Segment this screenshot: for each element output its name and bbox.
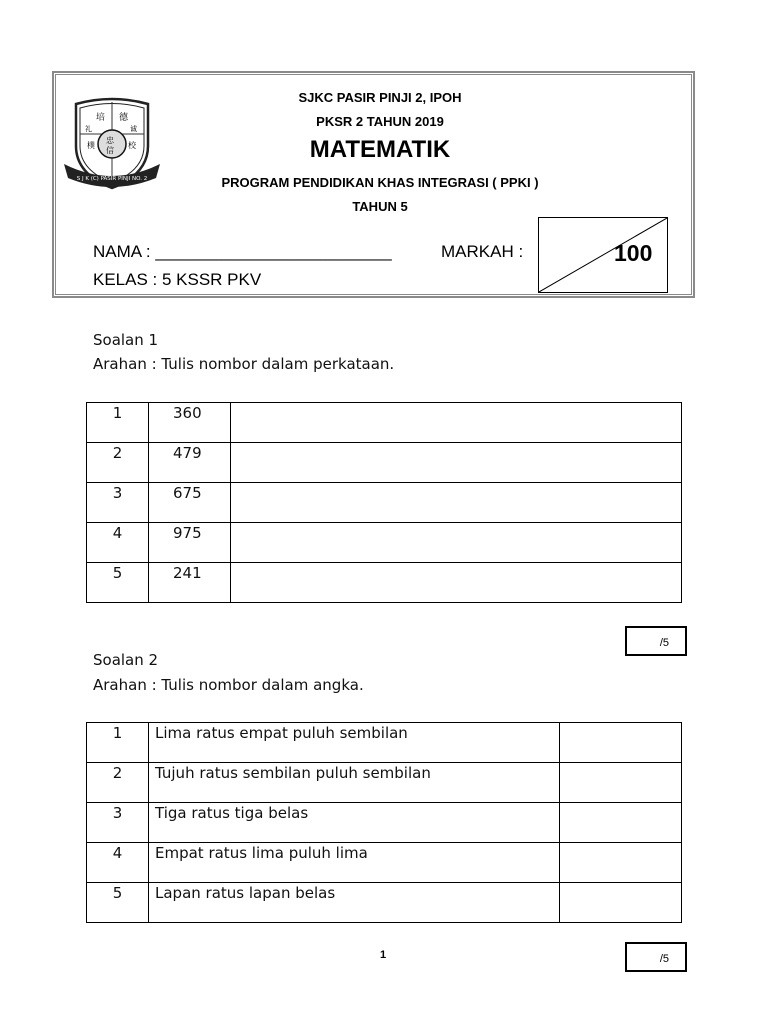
svg-text:礼: 礼 bbox=[85, 125, 92, 133]
answer-cell[interactable] bbox=[231, 443, 682, 483]
row-number: 5 bbox=[87, 883, 149, 923]
row-value: Lima ratus empat puluh sembilan bbox=[149, 723, 560, 763]
question-2-table bbox=[86, 722, 682, 923]
row-value: 675 bbox=[149, 483, 231, 523]
answer-cell[interactable] bbox=[231, 403, 682, 443]
svg-text:德: 德 bbox=[119, 113, 129, 123]
page-number: 1 bbox=[380, 949, 387, 961]
table-row bbox=[87, 763, 682, 803]
svg-text:诚: 诚 bbox=[130, 125, 137, 133]
class-field: KELAS : 5 KSSR PKV bbox=[93, 270, 262, 289]
school-name: SJKC PASIR PINJI 2, IPOH bbox=[298, 90, 462, 105]
answer-cell[interactable] bbox=[231, 483, 682, 523]
svg-text:培: 培 bbox=[96, 113, 106, 123]
question-1-table bbox=[86, 402, 682, 603]
table-row bbox=[87, 443, 682, 483]
row-number: 3 bbox=[87, 803, 149, 843]
school-crest-icon bbox=[62, 96, 162, 191]
score-total: 100 bbox=[614, 240, 653, 266]
row-value: 479 bbox=[149, 443, 231, 483]
answer-cell[interactable] bbox=[231, 523, 682, 563]
table-row bbox=[87, 483, 682, 523]
row-number: 4 bbox=[87, 523, 149, 563]
answer-cell[interactable] bbox=[231, 563, 682, 603]
question-2-title: Soalan 2 bbox=[93, 651, 159, 669]
table-row bbox=[87, 723, 682, 763]
svg-text:忠: 忠 bbox=[106, 136, 114, 145]
row-value: 975 bbox=[149, 523, 231, 563]
row-number: 1 bbox=[87, 403, 149, 443]
question-1-instruction: Arahan : Tulis nombor dalam perkataan. bbox=[93, 355, 395, 373]
row-value: Empat ratus lima puluh lima bbox=[149, 843, 560, 883]
subject-title: MATEMATIK bbox=[309, 136, 451, 163]
row-value: Tujuh ratus sembilan puluh sembilan bbox=[149, 763, 560, 803]
program-title: PROGRAM PENDIDIKAN KHAS INTEGRASI ( PPKI ) bbox=[221, 175, 539, 190]
row-number: 3 bbox=[87, 483, 149, 523]
row-value: Lapan ratus lapan belas bbox=[149, 883, 560, 923]
row-number: 2 bbox=[87, 443, 149, 483]
row-number: 1 bbox=[87, 723, 149, 763]
table-row bbox=[87, 843, 682, 883]
svg-text:校: 校 bbox=[128, 141, 136, 150]
answer-cell[interactable] bbox=[560, 723, 682, 763]
svg-text:S J K (C) PASIR PINJI NO. 2: S J K (C) PASIR PINJI NO. 2 bbox=[76, 176, 148, 182]
svg-text:樸: 樸 bbox=[87, 141, 95, 150]
svg-text:信: 信 bbox=[106, 146, 114, 155]
table-row bbox=[87, 523, 682, 563]
table-row bbox=[87, 803, 682, 843]
answer-cell[interactable] bbox=[560, 843, 682, 883]
row-number: 2 bbox=[87, 763, 149, 803]
row-value: 241 bbox=[149, 563, 231, 603]
question-2-instruction: Arahan : Tulis nombor dalam angka. bbox=[93, 676, 364, 694]
mark-label: MARKAH : bbox=[441, 242, 524, 261]
table-row bbox=[87, 403, 682, 443]
name-field[interactable]: NAMA : _________________________ bbox=[93, 242, 392, 261]
year-title: TAHUN 5 bbox=[352, 199, 408, 214]
row-value: 360 bbox=[149, 403, 231, 443]
row-number: 4 bbox=[87, 843, 149, 883]
question-2-mark-box[interactable]: /5 bbox=[625, 942, 687, 972]
question-1-mark-box[interactable]: /5 bbox=[625, 626, 687, 656]
row-number: 5 bbox=[87, 563, 149, 603]
exam-title: PKSR 2 TAHUN 2019 bbox=[316, 114, 444, 129]
answer-cell[interactable] bbox=[560, 883, 682, 923]
answer-cell[interactable] bbox=[560, 803, 682, 843]
answer-cell[interactable] bbox=[560, 763, 682, 803]
table-row bbox=[87, 883, 682, 923]
row-value: Tiga ratus tiga belas bbox=[149, 803, 560, 843]
table-row bbox=[87, 563, 682, 603]
question-1-title: Soalan 1 bbox=[93, 331, 159, 349]
